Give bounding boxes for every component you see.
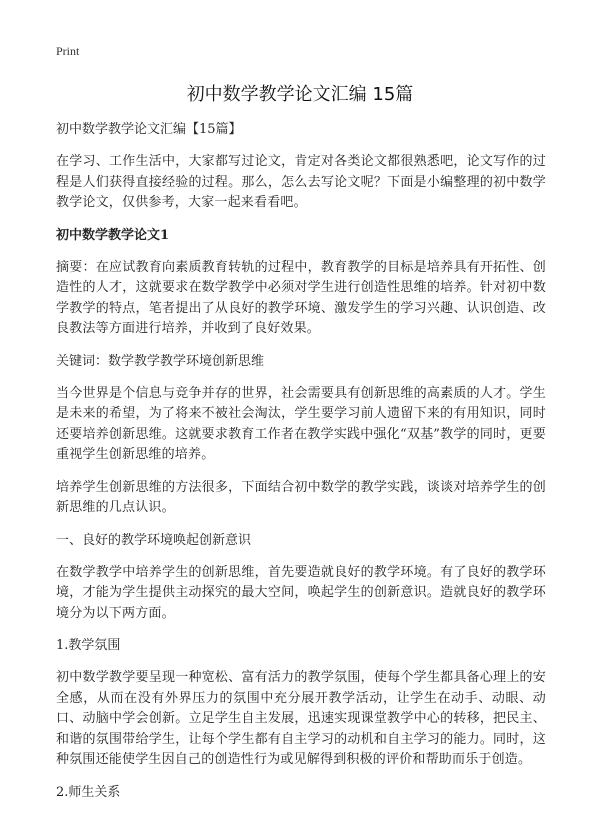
section-title: 初中数学教学论文1 [56, 227, 170, 243]
subheading-1: 1.教学氛围 [56, 638, 121, 653]
body-paragraph-3: 在数学教学中培养学生的创新思维，首先要造就良好的教学环境。有了良好的教学环境，才能为学生提供主动探究的最大空间，唤起学生的创新意识。造就良好的教学环境分为以下两方面。 [56, 564, 546, 621]
abstract-paragraph: 摘要：在应试教育向素质教育转轨的过程中，教育教学的目标是培养具有开拓性、创造性的人才，这就要求在数学教学中必须对学生进行创造性思维的培养。针对初中数学教学的特点，笔者提出了从良好的教学环境、激发学生的学习兴趣、认识创造、改良教法等方面进行培养，并收到了良好效果。 [56, 259, 546, 336]
intro-paragraph: 在学习、工作生活中，大家都写过论文，肯定对各类论文都很熟悉吧，论文写作的过程是人们获得直接经验的过程。那么，怎么去写论文呢？下面是小编整理的初中数学教学论文，仅供参考，大家一起来看看吧。 [56, 154, 546, 210]
heading-1: 一、良好的教学环境唤起创新意识 [56, 532, 252, 548]
keywords-line: 关键词：数学教学教学环境创新思维 [56, 353, 265, 369]
print-label: Print [56, 44, 80, 58]
document-body [56, 120, 546, 815]
document-title: 初中数学教学论文汇编 15篇 [186, 84, 414, 105]
body-paragraph-4: 初中数学教学要呈现一种宽松、富有活力的教学氛围，使每个学生都具备心理上的安全感，从而在没有外界压力的氛围中充分展开教学活动，让学生在动手、动眼、动口、动脑中学会创新。立足学生自主发展，迅速实现课堂教学中心的转移，把民主、和谐的氛围带给学生，让每个学生都有自主学习的动机和自主学习的能力。同时，这种氛围还能使学生因自己的创造性行为或见解得到积极的评价和帮助而乐于创造。 [56, 670, 546, 767]
document-subtitle: 初中数学教学论文汇编【15篇】 [56, 122, 242, 137]
subheading-2: 2.师生关系 [56, 784, 121, 800]
body-paragraph-2: 培养学生创新思维的方法很多，下面结合初中数学的教学实践，谈谈对培养学生的创新思维的几点认识。 [56, 479, 546, 515]
body-paragraph-1: 当今世界是个信息与竞争并存的世界，社会需要具有创新思维的高素质的人才。学生是未来的希望，为了将来不被社会淘汰，学生要学习前人遗留下来的有用知识，同时还要培养创新思维。这就要求教育工作者在教学实践中强化“双基”教学的同时，更要重视学生创新思维的培养。 [56, 385, 546, 462]
